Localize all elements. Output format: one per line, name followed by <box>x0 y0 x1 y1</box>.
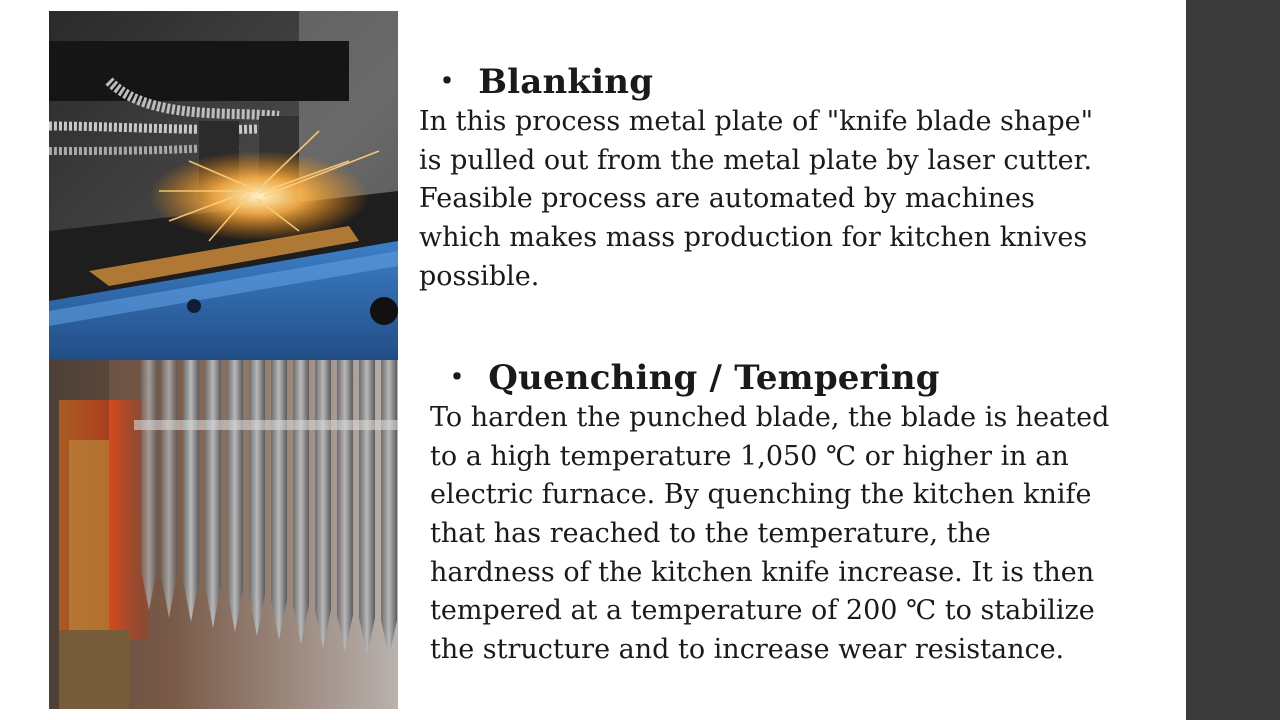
heated-blades-photo <box>49 360 398 709</box>
text-line: is pulled out from the metal plate by laser cutter. <box>419 144 1093 176</box>
bullet-marker: ・ <box>440 358 475 398</box>
right-side-bar <box>1186 0 1280 720</box>
text-line: tempered at a temperature of 200 ℃ to stabilize <box>430 595 1095 627</box>
quenching-tempering-heading <box>440 358 940 398</box>
bullet-marker: ・ <box>430 62 465 102</box>
text-line: hardness of the kitchen knife increase. It is then <box>430 556 1095 588</box>
text-line: possible. <box>419 260 540 292</box>
text-line: which makes mass production for kitchen knives <box>419 222 1088 254</box>
text-line: electric furnace. By quenching the kitchen knife <box>430 479 1092 511</box>
quenching-tempering-description <box>430 399 1109 670</box>
quenching-tempering-title: Quenching / Tempering <box>488 358 940 398</box>
laser-cutting-photo <box>49 11 398 360</box>
text-line: In this process metal plate of "knife blade shape" <box>419 106 1094 137</box>
text-line: Feasible process are automated by machines <box>419 183 1035 215</box>
text-line: To harden the punched blade, the blade is heated <box>430 402 1110 433</box>
text-line: that has reached to the temperature, the <box>430 518 991 550</box>
blanking-description <box>419 103 1093 296</box>
text-line: to a high temperature 1,050 ℃ or higher in an <box>430 440 1069 472</box>
blanking-heading <box>430 62 653 102</box>
text-line: the structure and to increase wear resistance. <box>430 634 1065 666</box>
blanking-title: Blanking <box>478 62 654 102</box>
